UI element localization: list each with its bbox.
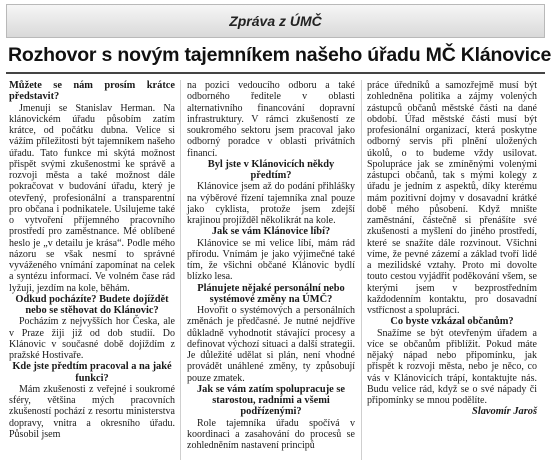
interview-answer: Hovořit o systémových a personálních změnách je předčasné. Je nutné nejdříve důkladně vyhodnotit stávající procesy a definovat výchozí situaci a další strategii. Je důležité udělat si plán, není vhodné provádět unáhlené změny, ty způsobují pouze zmatek. <box>187 305 355 384</box>
article-headline: Rozhovor s novým tajemníkem našeho úřadu MČ Klánovice <box>8 44 551 66</box>
interview-answer: na pozici vedoucího odboru a také odborného ředitele v oblasti alternativního financování dopravní infrastruktury. V rámci zkušeností ze soukromého sektoru jsem pracoval jako odborný poradce v oblasti privátních financí. <box>187 80 355 159</box>
column-divider <box>361 80 362 460</box>
interview-question: Byl jste v Klánovicích někdy předtím? <box>207 158 335 181</box>
interview-answer: Role tajemníka úřadu spočívá v koordinaci a zasahování do procesů se zohledněním nastavení principů <box>187 417 355 451</box>
interview-question: Můžete se nám prosím krátce představit? <box>9 80 175 103</box>
interview-answer: Klánovice se mi velice líbí, mám rád přírodu. Vnímám je jako výjimečné také tím, že všichni občané Klánovic bydlí blízko lesa. <box>187 237 355 283</box>
interview-question: Co byste vzkázal občanům? <box>390 316 514 328</box>
author-signature: Slavomír Jaroš <box>472 406 537 418</box>
interview-answer: práce úředníků a samozřejmě musí být zohledněna politika a zájmy volených zástupců občanů městské části na dané období. Úřad městské části musí být profesionální organizací, která poskytne odborný servis při plnění uložených úkolů, o to budeme vždy usilovat. Spolupráce jak se zmíněnými volenými zástupci občanů, tak s mými kolegy z úřadu je jedním z aspektů, díky kterému mám pozitivní dojmy v dosavadní krátké době mého působení. Když mnište zaměstnání, částečně si přenášíte své zkušenosti a myšlení do jiného prostředí, které se snažíte dále rozvinout. Všichni víme, že pevné zázemí a základ tvoří lidé a mezilidské vztahy. Proto mi dovolte touto cestou vyjádřit poděkování všem, se kterými jsem v bezprostředním každodenním kontaktu, pro dosavadní vstřícnost a spolupráci. <box>367 80 537 316</box>
interview-question: Jak se vám zatím spolupracuje se starostou, radními a všemi podřízenými? <box>196 383 346 418</box>
interview-answer: Mám zkušenosti z veřejné i soukromé sféry, většina mých pracovních zkušeností pochází z resortu ministerstva dopravy, vnitra a okresního úřadu. Působil jsem <box>9 383 175 440</box>
section-header <box>6 4 545 38</box>
interview-answer: Jmenuji se Stanislav Herman. Na klánovickém úřadu působím zatím krátce, od počátku dubna. Velice si vážím příležitosti být tajemníkem našeho úřadu. Tato funkce mi skýtá možnost přispět svými zkušenostmi ke správě a rozvoji města a také možnost dále pokračovat v budování úřadu, který je otevřený, profesionální a transparentní pro občana i podnikatele. Usilujeme také o vytvoření příjemného pracovního prostředí pro zaměstnance. Mé oblíbené heslo je „v detailu je krása“. Podle mého názoru se však nesmí to správné vyváženého vnímání zapomínat na celek a syntézu informací. Ve volném čase rád lyžuji, jezdím na kole, běhám. <box>9 102 175 294</box>
headline-rule <box>6 72 545 74</box>
interview-question: Jak se vám Klánovice líbí? <box>211 226 331 238</box>
interview-answer: Snažíme se být otevřeným úřadem a více se občanům přiblížit. Pokud máte nějaký nápad nebo připomínku, jak přispět k rozvoji města, nebo je něco, co vás v Klánovicích trápí, kontaktujte nás. Budu velice rád, když se o své nápady či připomínky se mnou podělíte. <box>367 327 537 406</box>
article-column-2 <box>187 80 355 451</box>
interview-question: Odkud pocházíte? Budete dojíždět nebo se stěhovat do Klánovic? <box>15 293 169 316</box>
interview-answer: Klánovice jsem až do podání přihlášky na výběrové řízení tajemníka znal pouze jako cyklista, protože jsem zdejší krajinou projížděl několikrát na kole. <box>187 181 355 226</box>
interview-question: Kde jste předtím pracoval a na jaké funkci? <box>12 361 172 384</box>
section-title: Zpráva z ÚMČ <box>229 13 322 29</box>
interview-question: Plánujete nějaké personální nebo systémové změny na ÚMČ? <box>197 282 345 305</box>
column-divider <box>180 80 181 460</box>
article-column-1 <box>9 80 175 440</box>
article-column-3 <box>367 80 537 418</box>
interview-answer: Pocházím z nejvyšších hor Česka, ale v Praze žiji již od dob studií. Do Klánovic v současné době dojíždím z pražské Hostivaře. <box>9 316 175 361</box>
